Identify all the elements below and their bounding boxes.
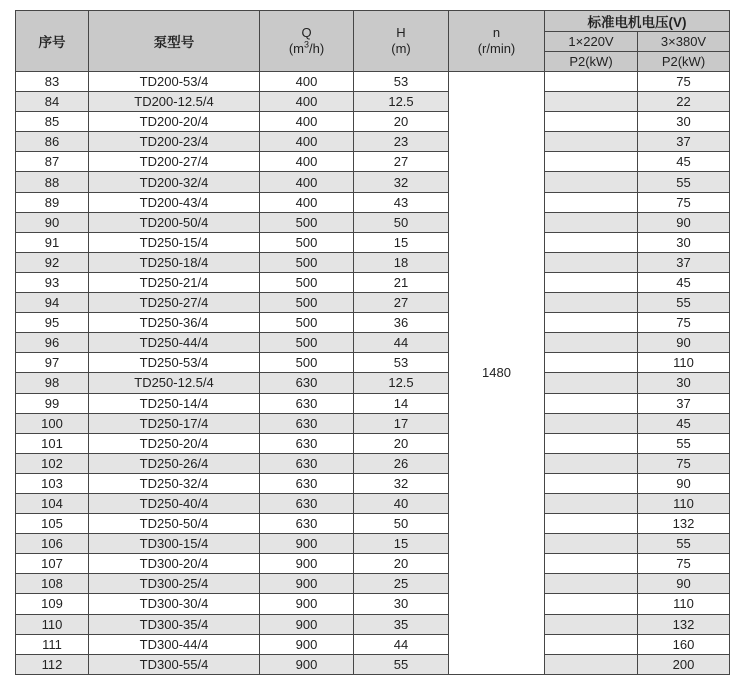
model-cell: TD250-21/4 [89, 272, 260, 292]
power-220-cell [545, 634, 638, 654]
flow-cell: 500 [260, 232, 354, 252]
table-body [16, 72, 730, 675]
flow-cell: 400 [260, 72, 354, 92]
flow-cell: 400 [260, 172, 354, 192]
power-220-cell [545, 574, 638, 594]
model-cell: TD300-55/4 [89, 654, 260, 674]
table-row [16, 192, 730, 212]
flow-cell: 630 [260, 433, 354, 453]
serial-cell: 96 [16, 333, 89, 353]
table-row [16, 453, 730, 473]
power-380-cell: 132 [638, 514, 730, 534]
head-cell: 55 [354, 654, 449, 674]
power-220-cell [545, 293, 638, 313]
table-row [16, 634, 730, 654]
power-380-cell: 30 [638, 112, 730, 132]
model-cell: TD250-26/4 [89, 453, 260, 473]
model-cell: TD300-30/4 [89, 594, 260, 614]
head-cell: 32 [354, 172, 449, 192]
header-flow-q [260, 11, 354, 72]
model-cell: TD200-32/4 [89, 172, 260, 192]
serial-cell: 91 [16, 232, 89, 252]
power-380-cell: 37 [638, 393, 730, 413]
flow-cell: 400 [260, 132, 354, 152]
power-380-cell: 30 [638, 373, 730, 393]
table-header [16, 11, 730, 72]
power-380-cell: 90 [638, 473, 730, 493]
table-row [16, 92, 730, 112]
serial-cell: 102 [16, 453, 89, 473]
head-cell: 14 [354, 393, 449, 413]
header-power-220: P2(kW) [545, 52, 638, 72]
serial-cell: 83 [16, 72, 89, 92]
flow-cell: 630 [260, 373, 354, 393]
serial-cell: 90 [16, 212, 89, 232]
power-380-cell: 90 [638, 574, 730, 594]
serial-cell: 93 [16, 272, 89, 292]
power-220-cell [545, 313, 638, 333]
flow-cell: 400 [260, 112, 354, 132]
header-voltage-380: 3×380V [638, 32, 730, 52]
table-row [16, 333, 730, 353]
flow-cell: 400 [260, 152, 354, 172]
head-cell: 12.5 [354, 92, 449, 112]
serial-cell: 106 [16, 534, 89, 554]
head-cell: 17 [354, 413, 449, 433]
table-row [16, 594, 730, 614]
head-cell: 30 [354, 594, 449, 614]
flow-cell: 900 [260, 594, 354, 614]
flow-cell: 500 [260, 272, 354, 292]
flow-cell: 630 [260, 493, 354, 513]
power-380-cell: 22 [638, 92, 730, 112]
serial-cell: 88 [16, 172, 89, 192]
model-cell: TD250-18/4 [89, 252, 260, 272]
flow-cell: 400 [260, 192, 354, 212]
power-380-cell: 45 [638, 272, 730, 292]
header-voltage-group: 标准电机电压(V) [545, 11, 730, 32]
serial-cell: 87 [16, 152, 89, 172]
power-380-cell: 75 [638, 453, 730, 473]
table-row [16, 313, 730, 333]
power-380-cell: 90 [638, 212, 730, 232]
serial-cell: 94 [16, 293, 89, 313]
power-220-cell [545, 252, 638, 272]
head-cell: 12.5 [354, 373, 449, 393]
serial-cell: 98 [16, 373, 89, 393]
table-row [16, 433, 730, 453]
table-row [16, 272, 730, 292]
head-cell: 15 [354, 232, 449, 252]
flow-cell: 900 [260, 654, 354, 674]
header-flow-q-lines [260, 25, 353, 57]
head-cell: 27 [354, 293, 449, 313]
power-220-cell [545, 614, 638, 634]
model-cell: TD250-44/4 [89, 333, 260, 353]
serial-cell: 103 [16, 473, 89, 493]
power-220-cell [545, 272, 638, 292]
model-cell: TD250-12.5/4 [89, 373, 260, 393]
flow-cell: 400 [260, 92, 354, 112]
serial-cell: 97 [16, 353, 89, 373]
model-cell: TD250-32/4 [89, 473, 260, 493]
model-cell: TD250-20/4 [89, 433, 260, 453]
header-head-h [354, 11, 449, 72]
serial-cell: 112 [16, 654, 89, 674]
table-row [16, 112, 730, 132]
head-cell: 44 [354, 634, 449, 654]
power-380-cell: 75 [638, 192, 730, 212]
model-cell: TD250-27/4 [89, 293, 260, 313]
serial-cell: 109 [16, 594, 89, 614]
head-cell: 50 [354, 212, 449, 232]
model-cell: TD200-50/4 [89, 212, 260, 232]
head-cell: 43 [354, 192, 449, 212]
power-220-cell [545, 373, 638, 393]
serial-cell: 100 [16, 413, 89, 433]
table-row [16, 152, 730, 172]
head-cell: 21 [354, 272, 449, 292]
head-cell: 25 [354, 574, 449, 594]
power-220-cell [545, 413, 638, 433]
table-row [16, 614, 730, 634]
power-220-cell [545, 333, 638, 353]
flow-cell: 900 [260, 574, 354, 594]
head-cell: 32 [354, 473, 449, 493]
flow-cell: 630 [260, 453, 354, 473]
table-row [16, 574, 730, 594]
flow-cell: 630 [260, 413, 354, 433]
head-cell: 35 [354, 614, 449, 634]
serial-cell: 110 [16, 614, 89, 634]
model-cell: TD250-15/4 [89, 232, 260, 252]
power-380-cell: 45 [638, 152, 730, 172]
model-cell: TD250-36/4 [89, 313, 260, 333]
table-row [16, 514, 730, 534]
power-380-cell: 55 [638, 172, 730, 192]
flow-cell: 630 [260, 393, 354, 413]
table-row [16, 413, 730, 433]
flow-cell: 900 [260, 554, 354, 574]
model-cell: TD200-20/4 [89, 112, 260, 132]
header-voltage-220: 1×220V [545, 32, 638, 52]
power-220-cell [545, 112, 638, 132]
model-cell: TD250-50/4 [89, 514, 260, 534]
power-220-cell [545, 433, 638, 453]
header-speed-n-lines [449, 25, 544, 57]
head-cell: 15 [354, 534, 449, 554]
power-380-cell: 37 [638, 252, 730, 272]
serial-cell: 111 [16, 634, 89, 654]
table-row [16, 72, 730, 92]
header-speed-n [449, 11, 545, 72]
head-cell: 18 [354, 252, 449, 272]
power-380-cell: 110 [638, 353, 730, 373]
table-row [16, 554, 730, 574]
serial-cell: 92 [16, 252, 89, 272]
table-row [16, 132, 730, 152]
power-380-cell: 45 [638, 413, 730, 433]
power-220-cell [545, 473, 638, 493]
table-row [16, 393, 730, 413]
power-380-cell: 75 [638, 72, 730, 92]
power-220-cell [545, 172, 638, 192]
speed-value-cell: 1480 [449, 72, 545, 675]
power-380-cell: 90 [638, 333, 730, 353]
flow-cell: 500 [260, 353, 354, 373]
header-serial-number: 序号 [16, 11, 89, 72]
serial-cell: 85 [16, 112, 89, 132]
table-row [16, 252, 730, 272]
serial-cell: 86 [16, 132, 89, 152]
model-cell: TD300-20/4 [89, 554, 260, 574]
flow-cell: 630 [260, 514, 354, 534]
table-row [16, 473, 730, 493]
head-cell: 20 [354, 112, 449, 132]
head-cell: 50 [354, 514, 449, 534]
power-380-cell: 132 [638, 614, 730, 634]
serial-cell: 105 [16, 514, 89, 534]
head-cell: 36 [354, 313, 449, 333]
power-220-cell [545, 534, 638, 554]
model-cell: TD300-44/4 [89, 634, 260, 654]
serial-cell: 84 [16, 92, 89, 112]
serial-cell: 108 [16, 574, 89, 594]
flow-cell: 900 [260, 534, 354, 554]
model-cell: TD200-12.5/4 [89, 92, 260, 112]
power-380-cell: 37 [638, 132, 730, 152]
n-symbol: n [492, 25, 501, 40]
q-symbol: Q [301, 25, 312, 40]
flow-cell: 500 [260, 212, 354, 232]
flow-cell: 630 [260, 473, 354, 493]
model-cell: TD200-27/4 [89, 152, 260, 172]
n-unit: (r/min) [477, 41, 516, 56]
table-row [16, 493, 730, 513]
power-220-cell [545, 152, 638, 172]
head-cell: 26 [354, 453, 449, 473]
model-cell: TD200-23/4 [89, 132, 260, 152]
header-power-380: P2(kW) [638, 52, 730, 72]
serial-cell: 95 [16, 313, 89, 333]
q-unit: $(m^3/h)$ [288, 39, 325, 56]
table-row [16, 654, 730, 674]
power-220-cell [545, 554, 638, 574]
power-380-cell: 110 [638, 594, 730, 614]
power-220-cell [545, 353, 638, 373]
power-220-cell [545, 72, 638, 92]
model-cell: TD300-25/4 [89, 574, 260, 594]
flow-cell: 500 [260, 252, 354, 272]
serial-cell: 99 [16, 393, 89, 413]
serial-cell: 104 [16, 493, 89, 513]
table-row [16, 293, 730, 313]
model-cell: TD250-40/4 [89, 493, 260, 513]
flow-cell: 900 [260, 614, 354, 634]
head-cell: 27 [354, 152, 449, 172]
head-cell: 53 [354, 72, 449, 92]
model-cell: TD300-35/4 [89, 614, 260, 634]
power-220-cell [545, 192, 638, 212]
power-380-cell: 75 [638, 313, 730, 333]
table-row [16, 373, 730, 393]
table-row [16, 353, 730, 373]
power-380-cell: 55 [638, 293, 730, 313]
table-row [16, 534, 730, 554]
head-cell: 53 [354, 353, 449, 373]
power-380-cell: 160 [638, 634, 730, 654]
power-220-cell [545, 212, 638, 232]
model-cell: TD200-53/4 [89, 72, 260, 92]
head-cell: 44 [354, 333, 449, 353]
serial-cell: 107 [16, 554, 89, 574]
model-cell: TD250-17/4 [89, 413, 260, 433]
power-220-cell [545, 453, 638, 473]
h-symbol: H [396, 25, 406, 40]
power-380-cell: 55 [638, 433, 730, 453]
head-cell: 20 [354, 433, 449, 453]
power-380-cell: 30 [638, 232, 730, 252]
table-row [16, 212, 730, 232]
power-220-cell [545, 654, 638, 674]
power-220-cell [545, 132, 638, 152]
header-head-h-lines [354, 25, 448, 57]
power-220-cell [545, 493, 638, 513]
pump-spec-table [15, 10, 730, 675]
model-cell: TD250-14/4 [89, 393, 260, 413]
serial-cell: 101 [16, 433, 89, 453]
model-cell: TD300-15/4 [89, 534, 260, 554]
power-380-cell: 200 [638, 654, 730, 674]
model-cell: TD200-43/4 [89, 192, 260, 212]
power-220-cell [545, 393, 638, 413]
header-pump-model: 泵型号 [89, 11, 260, 72]
q-unit-superscript: 3 [303, 39, 309, 50]
power-380-cell: 55 [638, 534, 730, 554]
power-220-cell [545, 232, 638, 252]
header-row-1 [16, 11, 730, 32]
table-row [16, 172, 730, 192]
power-220-cell [545, 92, 638, 112]
power-380-cell: 110 [638, 493, 730, 513]
head-cell: 23 [354, 132, 449, 152]
flow-cell: 900 [260, 634, 354, 654]
power-220-cell [545, 594, 638, 614]
model-cell: TD250-53/4 [89, 353, 260, 373]
flow-cell: 500 [260, 313, 354, 333]
serial-cell: 89 [16, 192, 89, 212]
table-row [16, 232, 730, 252]
flow-cell: 500 [260, 333, 354, 353]
flow-cell: 500 [260, 293, 354, 313]
power-220-cell [545, 514, 638, 534]
power-380-cell: 75 [638, 554, 730, 574]
head-cell: 40 [354, 493, 449, 513]
head-cell: 20 [354, 554, 449, 574]
h-unit: (m) [391, 41, 411, 56]
